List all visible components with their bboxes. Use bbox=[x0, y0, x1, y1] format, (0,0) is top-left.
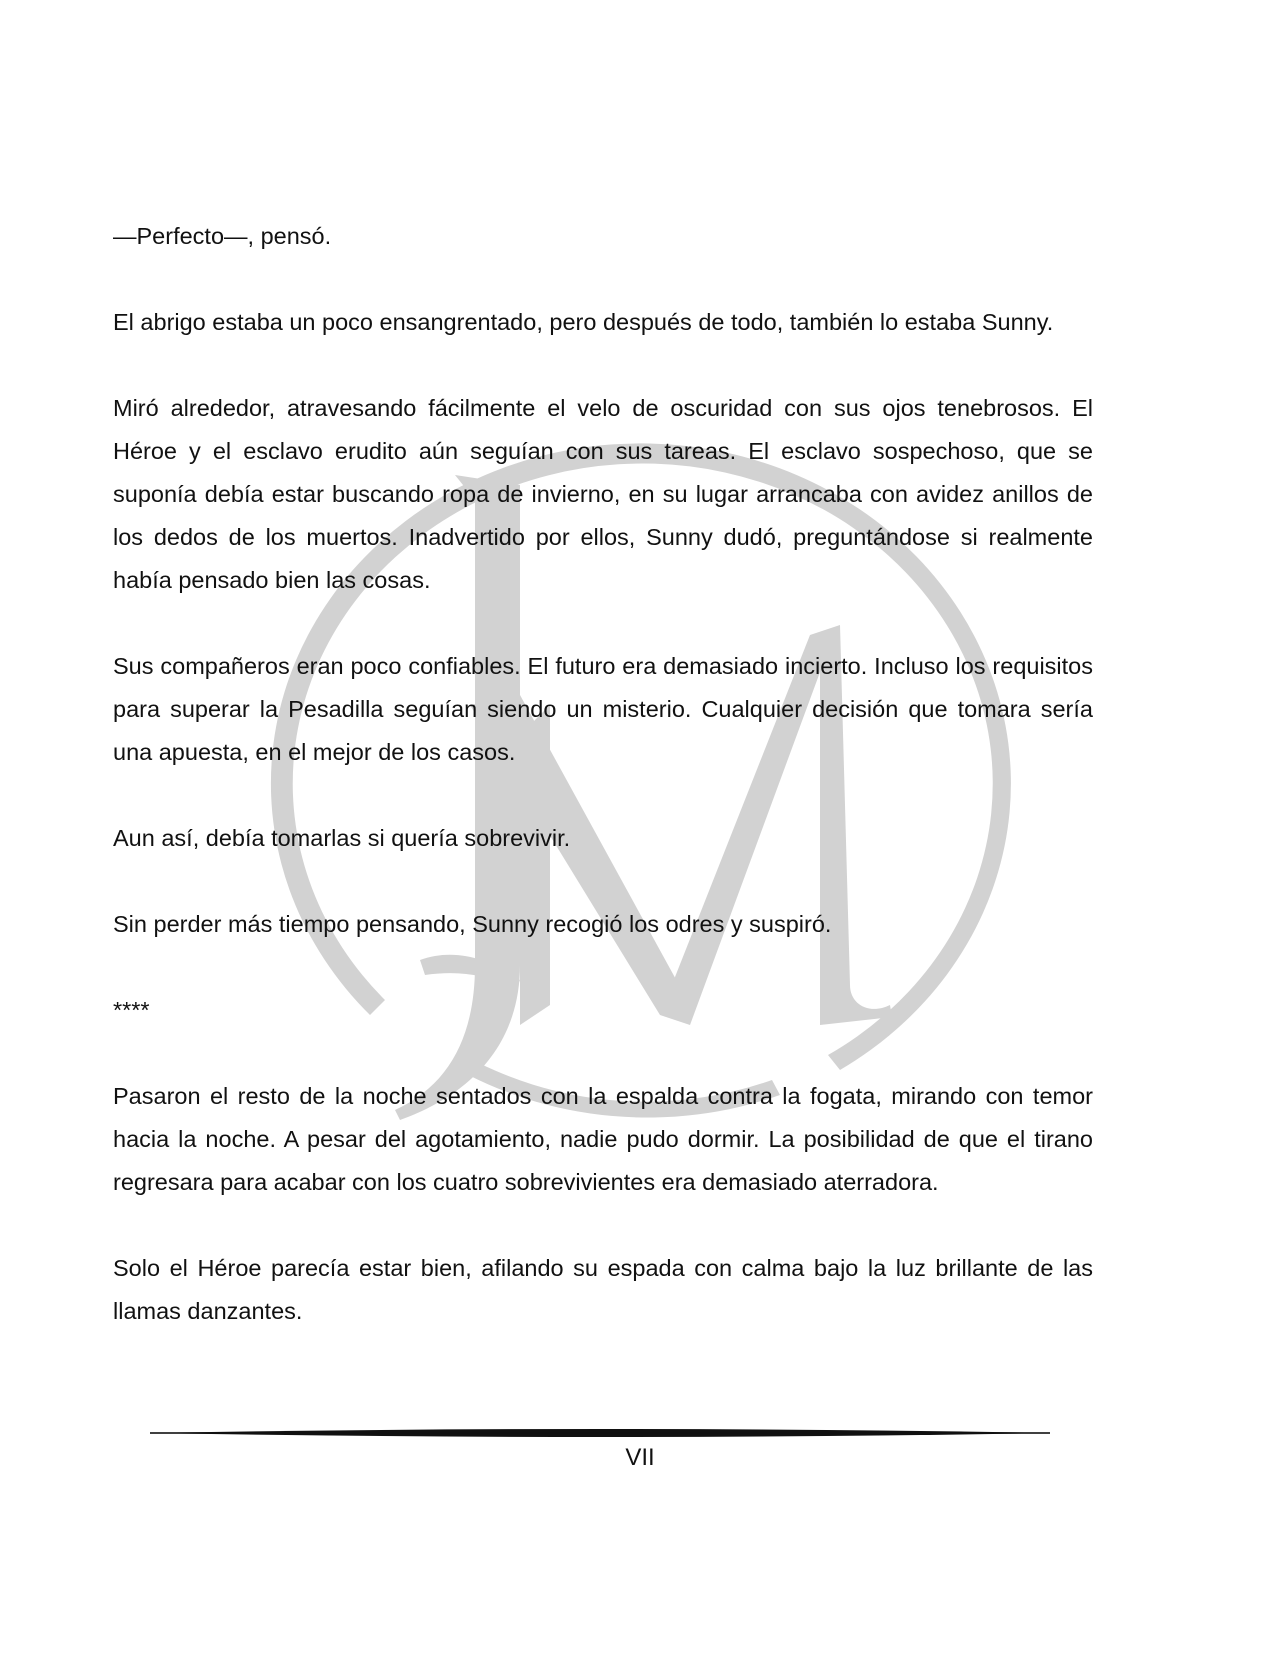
paragraph: Sin perder más tiempo pensando, Sunny recogió los odres y suspiró. bbox=[113, 911, 832, 937]
footer-divider bbox=[150, 1426, 1050, 1440]
paragraph: —Perfecto—, pensó. bbox=[113, 223, 332, 249]
paragraph: Aun así, debía tomarlas si quería sobrevivir. bbox=[113, 825, 571, 851]
section-break: **** bbox=[113, 997, 150, 1023]
page-number: VII bbox=[625, 1444, 655, 1471]
paragraph: Miró alrededor, atravesando fácilmente el velo de oscuridad con sus ojos tenebrosos. El Héroe y el esclavo erudito aún seguían con sus tareas. El esclavo sospechoso, que se suponía debía estar buscando ropa de invierno, en su lugar arrancaba con avidez anillos de los dedos de los muertos. Inadvertido por ellos, Sunny dudó, preguntándose si realmente había pensado bien las cosas. bbox=[113, 395, 1093, 593]
document-body bbox=[113, 215, 1093, 1333]
paragraph: Sus compañeros eran poco confiables. El futuro era demasiado incierto. Incluso los requisitos para superar la Pesadilla seguían siendo un misterio. Cualquier decisión que tomara sería una apuesta, en el mejor de los casos. bbox=[113, 653, 1093, 765]
paragraph: El abrigo estaba un poco ensangrentado, pero después de todo, también lo estaba Sunny. bbox=[113, 309, 1054, 335]
paragraph: Pasaron el resto de la noche sentados con la espalda contra la fogata, mirando con temor hacia la noche. A pesar del agotamiento, nadie pudo dormir. La posibilidad de que el tirano regresara para acabar con los cuatro sobrevivientes era demasiado aterradora. bbox=[113, 1083, 1093, 1195]
paragraph: Solo el Héroe parecía estar bien, afilando su espada con calma bajo la luz brillante de las llamas danzantes. bbox=[113, 1255, 1093, 1324]
